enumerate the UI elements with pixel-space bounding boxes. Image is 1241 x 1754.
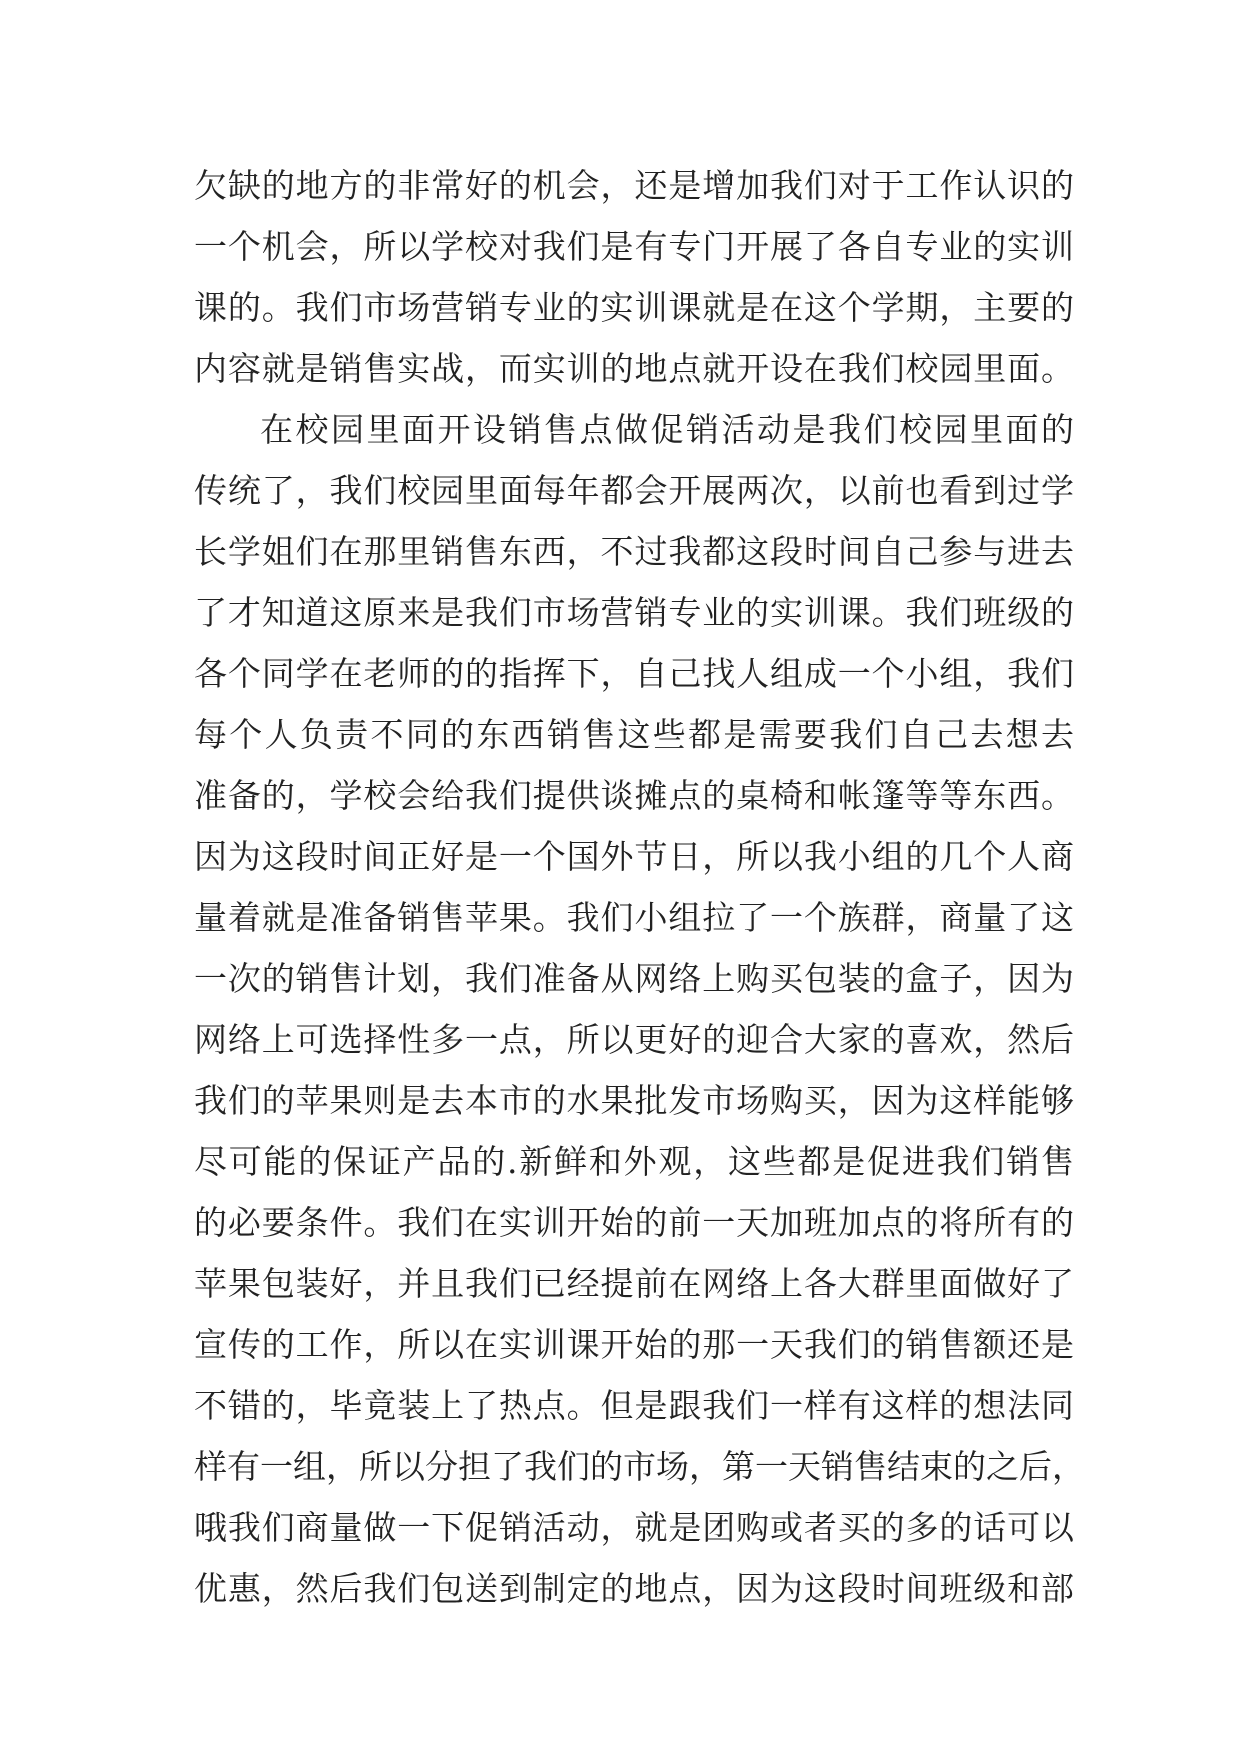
- text-line: 一个机会，所以学校对我们是有专门开展了各自专业的实训: [194, 227, 1074, 266]
- text-line: 一次的销售计划，我们准备从网络上购买包装的盒子，因为: [194, 959, 1074, 998]
- text-line: 哦我们商量做一下促销活动，就是团购或者买的多的话可以: [194, 1508, 1074, 1547]
- text-line: 量着就是准备销售苹果。我们小组拉了一个族群，商量了这: [194, 898, 1074, 937]
- text-line: 的必要条件。我们在实训开始的前一天加班加点的将所有的: [194, 1203, 1074, 1242]
- text-line: 样有一组，所以分担了我们的市场，第一天销售结束的之后，: [194, 1447, 1085, 1486]
- text-line: 不错的，毕竟装上了热点。但是跟我们一样有这样的想法同: [194, 1386, 1074, 1425]
- text-line: 网络上可选择性多一点，所以更好的迎合大家的喜欢，然后: [194, 1020, 1074, 1059]
- text-line: 欠缺的地方的非常好的机会，还是增加我们对于工作认识的: [194, 166, 1074, 205]
- text-line: 因为这段时间正好是一个国外节日，所以我小组的几个人商: [194, 837, 1074, 876]
- text-line: 长学姐们在那里销售东西，不过我都这段时间自己参与进去: [194, 532, 1074, 571]
- text-line: 宣传的工作，所以在实训课开始的那一天我们的销售额还是: [194, 1325, 1074, 1364]
- text-line: 了才知道这原来是我们市场营销专业的实训课。我们班级的: [194, 593, 1074, 632]
- text-line: 准备的，学校会给我们提供谈摊点的桌椅和帐篷等等东西。: [194, 776, 1074, 815]
- text-line: 传统了，我们校园里面每年都会开展两次，以前也看到过学: [194, 471, 1074, 510]
- text-line: 各个同学在老师的的指挥下，自己找人组成一个小组，我们: [194, 654, 1074, 693]
- text-line: 苹果包装好，并且我们已经提前在网络上各大群里面做好了: [194, 1264, 1074, 1303]
- text-line: 尽可能的保证产品的.新鲜和外观，这些都是促进我们销售: [194, 1142, 1074, 1181]
- paragraph-first-line: 在校园里面开设销售点做促销活动是我们校园里面的: [260, 410, 1074, 449]
- text-line: 课的。我们市场营销专业的实训课就是在这个学期，主要的: [194, 288, 1074, 327]
- body-text: [194, 155, 1085, 1619]
- text-line: 内容就是销售实战，而实训的地点就开设在我们校园里面。: [194, 349, 1074, 388]
- text-line: 我们的苹果则是去本市的水果批发市场购买，因为这样能够: [194, 1081, 1074, 1120]
- text-line: 每个人负责不同的东西销售这些都是需要我们自己去想去: [194, 715, 1074, 754]
- text-line: 优惠，然后我们包送到制定的地点，因为这段时间班级和部: [194, 1569, 1074, 1608]
